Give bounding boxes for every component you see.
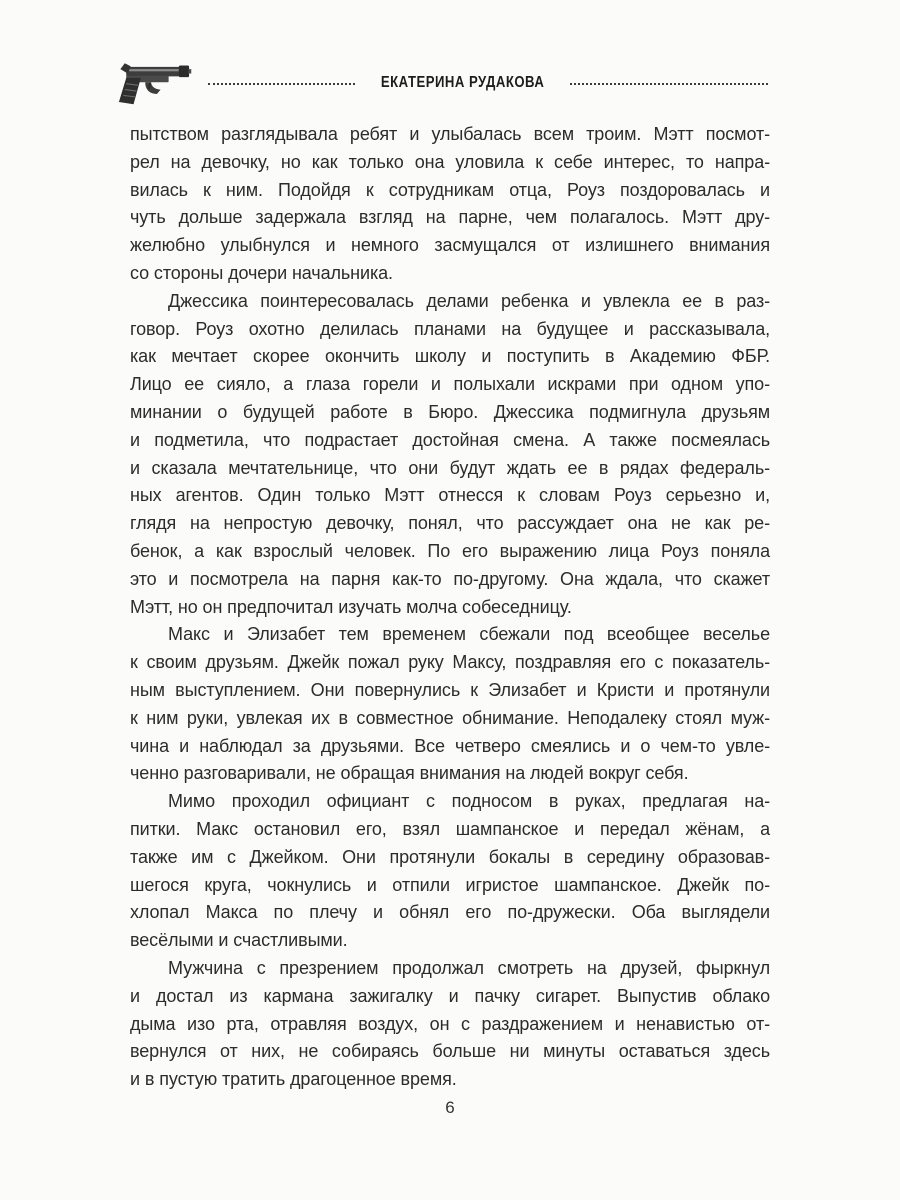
paragraph [130, 788, 770, 955]
text-line: Мимо проходил официант с подносом в руках, предлагая на- [168, 791, 770, 812]
text-line: шегося круга, чокнулись и отпили игристое шампанское. Джейк по- [130, 874, 770, 895]
text-line: весёлыми и счастливыми. [130, 930, 348, 951]
text-line: чуть дольше задержала взгляд на парне, чем полагалось. Мэтт дру- [130, 207, 770, 228]
text-line: рел на девочку, но как только она уловила к себе интерес, то напра- [130, 151, 770, 172]
text-line: также им с Джейком. Они протянули бокалы в середину образовав- [130, 846, 770, 867]
page-text [130, 121, 770, 1094]
text-line: к своим друзьям. Джейк пожал руку Максу, поздравляя его с показатель- [130, 652, 770, 673]
text-line: и подметила, что подрастает достойная смена. А также посмеялась [130, 429, 770, 450]
text-line: и сказала мечтательнице, что они будут ждать ее в рядах федераль- [130, 457, 770, 478]
page-header [116, 0, 770, 112]
page-number: 6 [445, 1097, 455, 1117]
text-line: Мужчина с презрением продолжал смотреть на друзей, фыркнул [168, 957, 770, 978]
text-line: вернулся от них, не собираясь больше ни минуты оставаться здесь [130, 1041, 770, 1062]
text-line: как мечтает скорее окончить школу и поступить в Академию ФБР. [130, 346, 770, 367]
text-line: чина и наблюдал за друзьями. Все четверо смеялись и о чем-то увле- [130, 735, 770, 756]
text-line: Джессика поинтересовалась делами ребенка и увлекла ее в раз- [168, 290, 770, 311]
pistol-icon [116, 55, 192, 111]
text-line: хлопал Макса по плечу и обнял его по-дружески. Оба выглядели [130, 902, 770, 923]
text-line: глядя на непростую девочку, понял, что рассуждает она не как ре- [130, 513, 770, 534]
text-line: вилась к ним. Подойдя к сотрудникам отца, Роуз поздоровалась и [130, 179, 770, 200]
text-line: со стороны дочери начальника. [130, 262, 393, 283]
text-line: минании о будущей работе в Бюро. Джессика подмигнула друзьям [130, 401, 770, 422]
text-line: Макс и Элизабет тем временем сбежали под всеобщее веселье [168, 624, 770, 645]
text-line: ным выступлением. Они повернулись к Элизабет и Кристи и протянули [130, 679, 770, 700]
text-line: говор. Роуз охотно делилась планами на будущее и рассказывала, [130, 318, 770, 339]
text-line: пытством разглядывала ребят и улыбалась всем троим. Мэтт посмот- [130, 124, 770, 144]
dotted-divider-right [570, 83, 768, 85]
text-line: Лицо ее сияло, а глаза горели и полыхали искрами при одном упо- [130, 374, 770, 395]
text-line: бенок, а как взрослый человек. По его выражению лица Роуз поняла [130, 540, 770, 561]
text-line: желюбно улыбнулся и немного засмущался от излишнего внимания [130, 235, 770, 256]
text-line: и в пустую тратить драгоценное время. [130, 1069, 457, 1090]
text-line: ченно разговаривали, не обращая внимания на людей вокруг себя. [130, 763, 689, 784]
paragraph [130, 955, 770, 1094]
text-line: дыма изо рта, отравляя воздух, он с раздражением и ненавистью от- [130, 1013, 770, 1034]
text-line: Мэтт, но он предпочитал изучать молча собеседницу. [130, 596, 572, 617]
text-line: и достал из кармана зажигалку и пачку сигарет. Выпустив облако [130, 985, 770, 1006]
text-line: ных агентов. Один только Мэтт отнесся к словам Роуз серьезно и, [130, 485, 770, 506]
text-line: к ним руки, увлекая их в совместное обнимание. Неподалеку стоял муж- [130, 707, 770, 728]
text-line: питки. Макс остановил его, взял шампанское и передал жёнам, а [130, 818, 770, 839]
paragraph [130, 121, 770, 288]
dotted-divider-left [208, 83, 355, 85]
text-line: это и посмотрела на парня как-то по-другому. Она ждала, что скажет [130, 568, 770, 589]
book-page [130, 0, 770, 1118]
author-name: ЕКАТЕРИНА РУДАКОВА [380, 74, 545, 91]
page-footer [130, 1098, 770, 1118]
paragraph [130, 621, 770, 788]
paragraph [130, 288, 770, 622]
